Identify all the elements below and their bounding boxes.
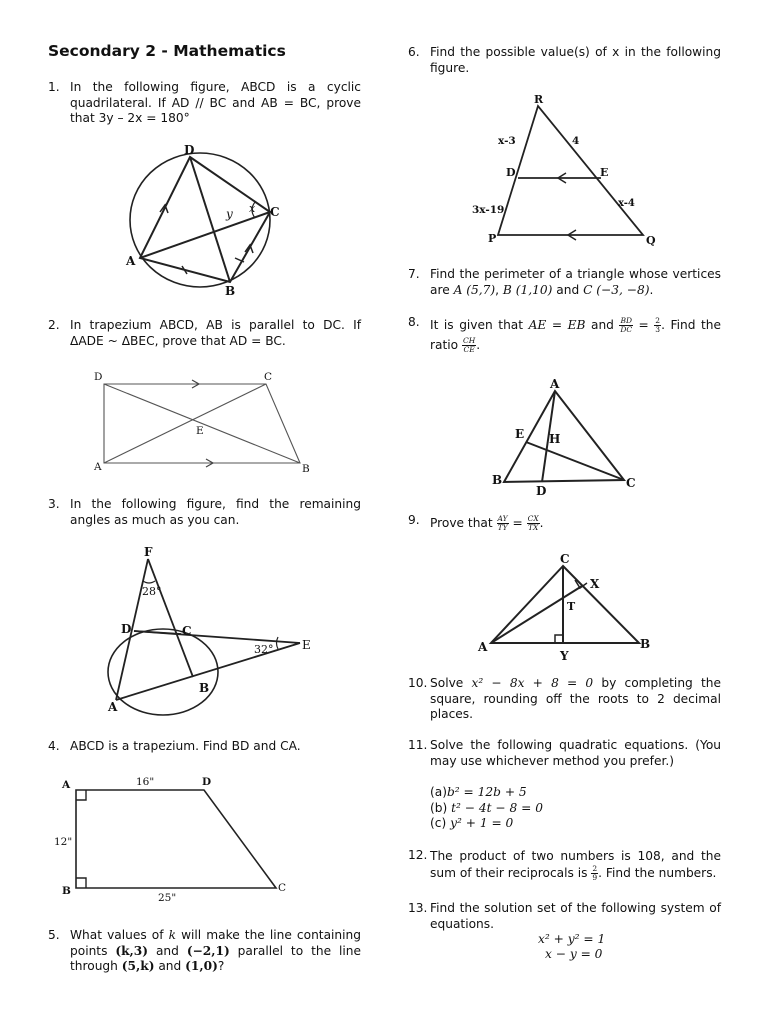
label-x-3: x-3 bbox=[498, 135, 516, 147]
question-text: What values of k will make the line containing points (k,3) and (−2,1) parallel to the line through (5,k) and (1,0)? bbox=[70, 928, 361, 973]
label-C: C bbox=[182, 624, 192, 638]
label-32: 32° bbox=[254, 643, 274, 656]
right-angle-A bbox=[76, 790, 86, 800]
label-E: E bbox=[515, 427, 525, 441]
label-D: D bbox=[202, 776, 212, 788]
question-number: 9. bbox=[408, 513, 420, 527]
label-3x-19: 3x-19 bbox=[472, 204, 505, 216]
line-FB bbox=[148, 559, 193, 677]
figure-triangle-altitudes bbox=[474, 550, 664, 665]
part-a: (a)b² = 12b + 5 bbox=[430, 785, 527, 799]
question-text: In the following figure, find the remaining angles as much as you can. bbox=[70, 497, 361, 527]
question-number: 8. bbox=[408, 315, 420, 329]
question-text: Find the perimeter of a triangle whose vertices are A (5,7), B (1,10) and C (−3, −8). bbox=[430, 267, 721, 297]
circle bbox=[108, 629, 218, 715]
label-R: R bbox=[534, 93, 544, 106]
label-16: 16" bbox=[136, 776, 155, 788]
label-A: A bbox=[108, 700, 118, 714]
question-text: In the following figure, ABCD is a cyclic quadrilateral. If AD // BC and AB = BC, prove that 3y – 2x = 180° bbox=[70, 80, 361, 125]
label-Q: Q bbox=[646, 234, 656, 247]
label-A: A bbox=[62, 779, 71, 791]
question-number: 2. bbox=[48, 318, 60, 332]
trapezium bbox=[76, 790, 276, 888]
label-C: C bbox=[560, 552, 570, 566]
label-D: D bbox=[121, 622, 132, 636]
label-D: D bbox=[94, 371, 103, 383]
triangle-ABC bbox=[491, 566, 639, 643]
label-12: 12" bbox=[54, 836, 73, 848]
question-number: 7. bbox=[408, 267, 420, 281]
label-y: y bbox=[226, 207, 233, 221]
figure-trapezium bbox=[90, 368, 320, 478]
label-E: E bbox=[302, 638, 311, 652]
label-C: C bbox=[264, 371, 273, 383]
question-number: 10. bbox=[408, 676, 428, 690]
label-A: A bbox=[550, 377, 560, 391]
label-B: B bbox=[199, 681, 210, 695]
label-T: T bbox=[567, 600, 576, 613]
triangle-RPQ bbox=[498, 106, 643, 235]
question-text: Find the solution set of the following system of equations. bbox=[430, 901, 721, 931]
label-Y: Y bbox=[560, 649, 569, 663]
page-title: Secondary 2 - Mathematics bbox=[48, 42, 286, 60]
label-x-4: x-4 bbox=[618, 198, 635, 209]
part-b: (b) t² − 4t − 8 = 0 bbox=[430, 800, 543, 815]
question-number: 5. bbox=[48, 928, 60, 942]
label-A: A bbox=[126, 254, 136, 268]
label-B: B bbox=[302, 463, 310, 475]
question-number: 11. bbox=[408, 738, 428, 752]
question-text: It is given that AE = EB and $\frac{BD}{DC}$ = $\frac{2}{3}$ . Find the ratio $\frac{CH}{CE}$ . bbox=[430, 316, 722, 354]
angle-arc-E bbox=[277, 637, 279, 649]
label-B: B bbox=[640, 637, 651, 651]
label-B: B bbox=[492, 473, 503, 487]
label-C: C bbox=[270, 205, 280, 219]
label-C: C bbox=[626, 476, 636, 490]
label-H: H bbox=[549, 432, 561, 446]
label-B: B bbox=[225, 284, 236, 298]
question-text: Solve x² − 8x + 8 = 0 by completing the square, rounding off the roots to 2 decimal places. bbox=[430, 676, 721, 721]
label-A: A bbox=[478, 640, 488, 654]
label-D: D bbox=[184, 143, 195, 157]
label-28: 28° bbox=[142, 585, 162, 598]
figure-triangle-cevians bbox=[486, 375, 646, 500]
figure-circle-angles bbox=[100, 545, 325, 720]
question-number: 4. bbox=[48, 739, 60, 753]
label-4: 4 bbox=[572, 135, 580, 147]
question-text: The product of two numbers is 108, and the sum of their reciprocals is $\frac{2}{9}$ . Find the numbers. bbox=[430, 849, 721, 882]
diagonal-ac bbox=[104, 384, 266, 463]
label-x: x bbox=[249, 202, 256, 215]
label-C: C bbox=[278, 882, 287, 894]
figure-right-trapezium bbox=[50, 773, 300, 903]
right-angle-Y bbox=[555, 635, 563, 643]
figure-cyclic-quadrilateral bbox=[120, 140, 290, 300]
label-D: D bbox=[536, 484, 547, 498]
label-F: F bbox=[144, 545, 153, 559]
question-number: 6. bbox=[408, 45, 420, 59]
question-11-parts bbox=[430, 785, 720, 832]
figure-triangle-parallel bbox=[468, 92, 668, 252]
equation-1: x² + y² = 1 bbox=[538, 932, 606, 946]
question-number: 12. bbox=[408, 848, 428, 862]
question-text: Prove that $\frac{AY}{TY}$ = $\frac{CX}{TX}$ . bbox=[430, 514, 544, 532]
question-text: Solve the following quadratic equations. (You may use whichever method you prefer.) bbox=[430, 738, 721, 768]
equation-2: x − y = 0 bbox=[545, 947, 603, 961]
label-P: P bbox=[488, 232, 497, 245]
question-number: 13. bbox=[408, 901, 428, 915]
label-25: 25" bbox=[158, 892, 177, 904]
diagonal-db bbox=[190, 157, 230, 282]
question-text: ABCD is a trapezium. Find BD and CA. bbox=[70, 739, 301, 753]
angle-arc-F bbox=[143, 581, 155, 583]
label-X: X bbox=[590, 577, 600, 591]
question-text: Find the possible value(s) of x in the following figure. bbox=[430, 45, 721, 75]
question-text: In trapezium ABCD, AB is parallel to DC. If ΔADE ~ ΔBEC, prove that AD = BC. bbox=[70, 318, 361, 348]
label-B: B bbox=[62, 885, 71, 897]
question-number: 1. bbox=[48, 80, 60, 94]
question-number: 3. bbox=[48, 497, 60, 511]
label-D: D bbox=[506, 166, 516, 179]
label-E: E bbox=[600, 166, 609, 179]
label-E: E bbox=[196, 425, 204, 437]
label-A: A bbox=[94, 461, 102, 473]
part-c: (c) y² + 1 = 0 bbox=[430, 816, 514, 830]
right-angle-B bbox=[76, 878, 86, 888]
